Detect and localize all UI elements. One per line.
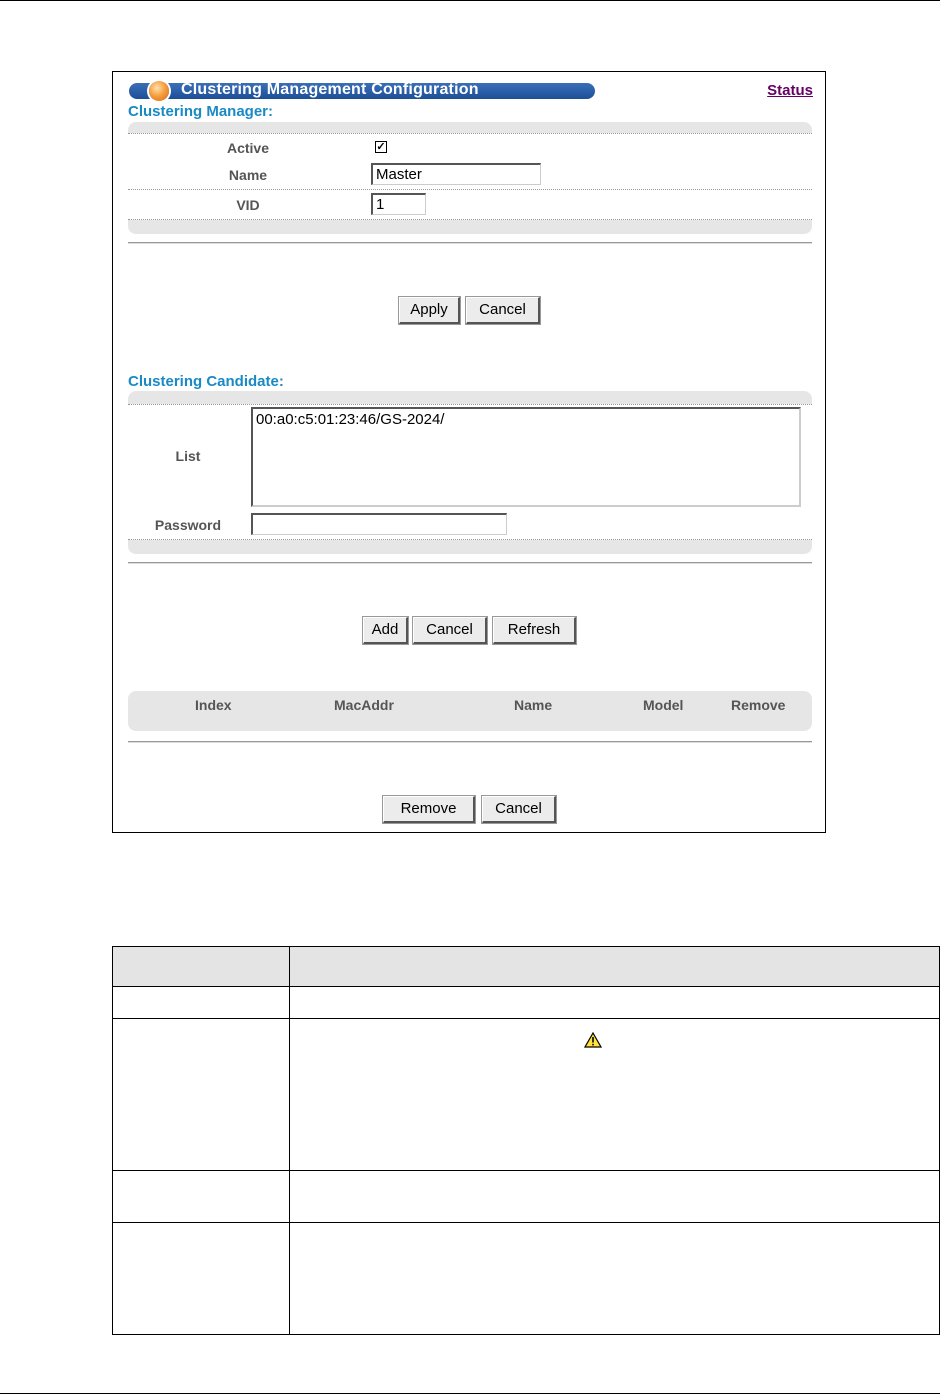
manager-section-title: Clustering Manager: [128,103,274,120]
name-input[interactable]: Master [371,163,541,185]
column-header-macaddr: MacAddr [334,697,394,713]
name-row [128,161,812,190]
password-label: Password [154,517,222,533]
table-header-cell [290,947,940,987]
remove-cancel-button[interactable]: Cancel [482,796,556,823]
table-cell [113,1223,290,1335]
column-header-name: Name [514,697,553,713]
description-table [112,946,940,1335]
list-label: List [175,448,201,464]
password-row [128,510,812,540]
table-row [113,1171,940,1223]
table-cell [290,1171,940,1223]
vid-input[interactable]: 1 [371,193,426,215]
table-cell [290,987,940,1019]
checkmark-icon: ✓ [376,141,386,153]
table-row [113,1223,940,1335]
top-rule [0,0,940,1]
title-bar [129,83,595,99]
remove-button[interactable]: Remove [383,796,475,823]
list-row [128,404,812,511]
table-row [113,1019,940,1171]
members-table-header [128,691,812,731]
list-item[interactable]: 00:a0:c5:01:23:46/GS-2024/ [256,411,445,428]
name-label: Name [228,167,268,183]
table-header-row [113,947,940,987]
warning-icon [584,1032,602,1048]
active-checkbox[interactable] [375,141,387,153]
active-label: Active [226,140,270,156]
column-header-index: Index [195,697,232,713]
bottom-rule [0,1393,940,1394]
candidate-panel [128,391,812,554]
vid-label: VID [236,197,260,213]
password-input[interactable] [251,513,507,535]
divider [128,741,812,743]
cancel-button[interactable]: Cancel [466,297,540,324]
candidate-section-title: Clustering Candidate: [128,373,284,390]
vid-row [128,190,812,220]
candidate-cancel-button[interactable]: Cancel [413,617,487,644]
manager-panel [128,122,812,234]
divider [128,242,812,244]
refresh-button[interactable]: Refresh [493,617,576,644]
table-cell [113,987,290,1019]
table-header-cell [113,947,290,987]
divider [128,562,812,564]
column-header-remove: Remove [731,697,786,713]
column-header-model: Model [643,697,684,713]
config-screen [112,71,826,833]
orb-icon [149,81,169,101]
active-row [128,133,812,162]
page-title: Clustering Management Configuration [181,81,479,98]
table-cell [290,1019,940,1171]
status-link[interactable]: Status [767,82,813,99]
add-button[interactable]: Add [363,617,408,644]
table-cell [113,1171,290,1223]
candidate-listbox[interactable] [251,407,801,507]
table-row [113,987,940,1019]
apply-button[interactable]: Apply [399,297,460,324]
table-cell [113,1019,290,1171]
table-cell [290,1223,940,1335]
